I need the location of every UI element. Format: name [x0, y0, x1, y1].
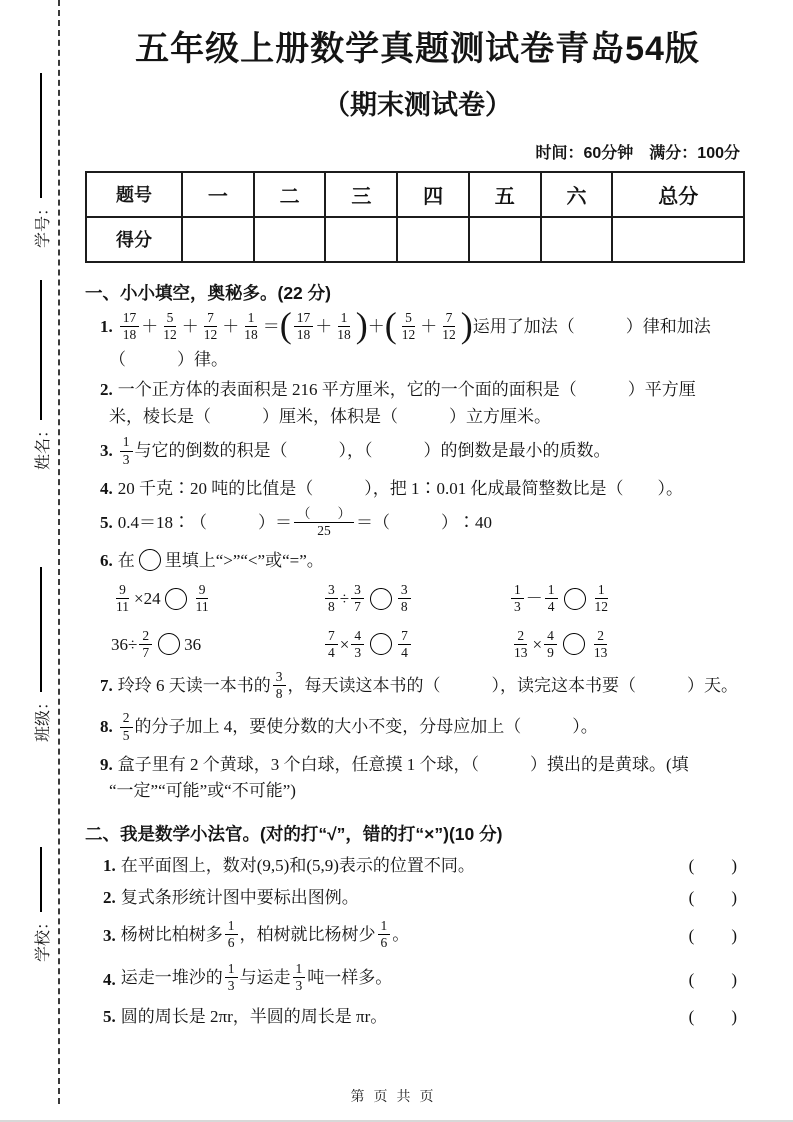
question-number: 3.: [100, 441, 113, 461]
score-table-empty-cell: [541, 217, 613, 262]
school-label: 学校：: [34, 913, 52, 962]
big-paren: (: [279, 305, 292, 346]
fraction: $\frac{7}{12}$: [203, 309, 218, 342]
fraction: $\frac{1}{3}$: [511, 582, 524, 615]
dashed-cut-line: [58, 0, 60, 1104]
comparison-item: [111, 582, 323, 618]
math-text: ×: [532, 634, 543, 654]
math-text: 里填上“>”“<”或“=”。: [164, 550, 324, 570]
fraction: $\frac{1}{6}$: [225, 918, 238, 951]
fraction: $\frac{17}{18}$: [294, 310, 314, 343]
student-number-label: 学号：: [34, 199, 52, 248]
tf-item-4: [85, 961, 750, 997]
fraction: $\frac{3}{8}$: [325, 582, 338, 615]
circle-blank: [370, 633, 392, 655]
math-text: 在: [117, 550, 135, 570]
math-text: ＋: [141, 316, 159, 336]
comparison-item: [111, 628, 323, 664]
question-body: [118, 434, 611, 467]
answer-bracket: ( ): [688, 969, 738, 989]
question-body: [118, 305, 711, 346]
big-paren: ): [355, 305, 368, 346]
class-field: [30, 567, 52, 742]
fraction: $\frac{2}{5}$: [120, 710, 133, 743]
score-table-cell: 得分: [86, 217, 182, 262]
fraction: $\frac{( )}{25}$: [294, 506, 354, 539]
question-number: 5.: [103, 1007, 116, 1027]
fraction: $\frac{1}{12}$: [594, 582, 608, 615]
question-number: 7.: [100, 676, 113, 696]
student-name-blank-line: [40, 280, 42, 420]
fraction: $\frac{2}{13}$: [593, 627, 608, 660]
comparison-item: [323, 628, 509, 664]
question-s1-9: [85, 752, 750, 778]
math-text: ＝（ ）∶40: [356, 513, 492, 533]
question-number: 3.: [103, 926, 116, 946]
school-blank-line: [40, 847, 42, 912]
math-text: 的分子加上 4，要使分数的大小不变，分母应加上（ ）。: [134, 717, 598, 737]
score-table-cell: 三: [325, 172, 397, 217]
circle-blank: [158, 633, 180, 655]
answer-bracket: ( ): [688, 926, 738, 946]
score-table-cell: 六: [541, 172, 613, 217]
math-text: 运走一堆沙的: [120, 968, 223, 988]
question-s1-2: [85, 377, 750, 403]
question-s1-1: [85, 305, 750, 346]
fraction: $\frac{4}{3}$: [351, 628, 364, 661]
tf-statement: [121, 961, 689, 997]
fraction: $\frac{1}{3}$: [225, 961, 238, 994]
fraction: $\frac{1}{18}$: [244, 309, 258, 342]
tf-item-5: [85, 1004, 750, 1030]
tf-item-1: [85, 853, 750, 879]
score-table-cell: 五: [469, 172, 541, 217]
math-text: 杨树比柏树多: [120, 924, 223, 944]
score-table-score-row: [86, 217, 744, 262]
question-body: [118, 551, 324, 570]
student-name-label: 姓名：: [34, 421, 52, 470]
score-table-empty-cell: [612, 217, 744, 262]
question-body: 20 千克∶20 吨的比值是（ ），把 1∶0.01 化成最简整数比是（ ）。: [117, 478, 683, 498]
math-text: 36: [184, 634, 202, 654]
fraction: $\frac{7}{4}$: [398, 628, 411, 661]
math-text: 36÷: [111, 634, 138, 654]
math-text: 运用了加法（ ）律和加法: [472, 316, 711, 336]
score-table-cell: 四: [397, 172, 469, 217]
tf-statement: [121, 885, 689, 911]
fraction: $\frac{17}{18}$: [120, 310, 140, 343]
class-label: 班级：: [34, 693, 52, 742]
circle-blank: [139, 549, 161, 571]
math-text: ，每天读这本书的（ ），读完这本书要（ ）天。: [287, 676, 738, 696]
math-text: 圆的周长是 2πr，半圆的周长是 πr。: [120, 1007, 388, 1027]
fraction: $\frac{1}{4}$: [545, 582, 558, 615]
tf-item-2: [85, 885, 750, 911]
question-body: [118, 710, 598, 743]
question-s1-6: [85, 548, 750, 575]
big-paren: ): [460, 305, 473, 346]
fraction: $\frac{3}{8}$: [398, 582, 411, 615]
fraction: $\frac{7}{12}$: [442, 309, 456, 342]
question-number: 6.: [100, 550, 113, 570]
circle-blank: [165, 588, 187, 610]
score-table-cell: 总分: [612, 172, 744, 217]
question-s1-9-line2: “一定”“可能”或“不可能”): [109, 781, 296, 801]
fraction: $\frac{4}{9}$: [544, 628, 557, 661]
comparison-item: [323, 582, 509, 618]
fraction: $\frac{1}{18}$: [337, 309, 351, 342]
math-text: ×24: [134, 589, 161, 609]
question-s1-4: [85, 476, 750, 502]
tf-statement: [121, 853, 689, 879]
time-score-info: 时间：60分钟 满分：100分: [535, 144, 740, 162]
fraction: $\frac{1}{6}$: [378, 918, 391, 951]
fraction: $\frac{5}{12}$: [401, 309, 416, 342]
fraction: $\frac{3}{8}$: [273, 669, 286, 702]
question-s1-7: [85, 669, 750, 705]
comparison-item: [509, 628, 750, 664]
fraction: $\frac{5}{12}$: [163, 309, 177, 342]
answer-bracket: ( ): [688, 855, 738, 875]
question-number: 1.: [100, 316, 113, 336]
student-name-field: [30, 280, 52, 470]
math-text: 与运走: [239, 968, 291, 988]
page-footer: 第页共页: [350, 1090, 443, 1105]
page-title: 五年级上册数学真题测试卷青岛54版: [135, 30, 700, 68]
question-s1-3: [85, 434, 750, 470]
score-table-header-row: [86, 172, 744, 217]
fraction: $\frac{1}{3}$: [293, 961, 306, 994]
math-text: 与它的倒数的积是（ ），（ ）的倒数是最小的质数。: [134, 441, 611, 461]
score-table-cell: 题号: [86, 172, 182, 217]
fraction: $\frac{9}{11}$: [116, 582, 129, 615]
math-text: ＋: [315, 316, 333, 336]
page-subtitle: （期末测试卷）: [323, 89, 512, 120]
section1-heading: 一、小小填空，奥秘多。(22 分): [85, 282, 331, 303]
tf-statement: [121, 918, 689, 954]
score-table-cell: 二: [254, 172, 326, 217]
school-field: [30, 847, 52, 962]
class-blank-line: [40, 567, 42, 692]
circle-blank: [370, 588, 392, 610]
question-number: 2.: [103, 888, 116, 908]
score-table-empty-cell: [254, 217, 326, 262]
question-body: [117, 506, 492, 539]
question-number: 9.: [100, 754, 113, 774]
question-s1-2-line2: 米，棱长是（ ）厘米，体积是（ ）立方厘米。: [109, 406, 551, 426]
question-number: 4.: [103, 969, 116, 989]
math-text: ×: [339, 634, 350, 654]
fraction: $\frac{3}{7}$: [351, 582, 364, 615]
question-body: [117, 668, 738, 702]
question-number: 5.: [100, 513, 113, 533]
question-number: 2.: [100, 380, 113, 400]
circle-blank: [563, 633, 585, 655]
question-s1-5: [85, 506, 750, 542]
math-text: ＋: [222, 316, 240, 336]
question-number: 1.: [103, 855, 116, 875]
score-table-empty-cell: [182, 217, 254, 262]
question-s1-1-line2: （ ）律。: [109, 349, 228, 369]
math-text: ＝: [262, 316, 280, 336]
math-text: ，柏树就比杨树少: [239, 924, 376, 944]
math-text: 玲玲 6 天读一本书的: [117, 676, 271, 696]
math-text: 。: [392, 924, 410, 944]
question-s1-8: [85, 710, 750, 746]
comparison-item: [509, 582, 750, 618]
fraction: $\frac{9}{11}$: [195, 582, 209, 615]
math-text: 0.4＝18∶（ ）＝: [117, 513, 292, 533]
answer-bracket: ( ): [688, 1007, 738, 1027]
student-number-blank-line: [40, 73, 42, 198]
fraction: $\frac{7}{4}$: [325, 628, 338, 661]
circle-blank: [564, 588, 586, 610]
fraction: $\frac{2}{13}$: [514, 627, 528, 660]
question-number: 8.: [100, 717, 113, 737]
score-table-empty-cell: [325, 217, 397, 262]
answer-bracket: ( ): [688, 888, 738, 908]
question-number: 4.: [100, 478, 113, 498]
question-body: 一个正方体的表面积是 216 平方厘米，它的一个面的面积是（ ）平方厘: [117, 380, 696, 400]
section2-heading: 二、我是数学小法官。(对的打“√”，错的打“×”)(10 分): [85, 823, 503, 844]
math-text: 在平面图上，数对(9,5)和(5,9)表示的位置不同。: [120, 855, 475, 875]
math-text: ＋: [420, 316, 438, 336]
score-table: [85, 171, 745, 263]
big-paren: (: [384, 305, 397, 346]
math-text: 吨一样多。: [307, 968, 393, 988]
tf-statement: [121, 1004, 689, 1030]
score-table-empty-cell: [397, 217, 469, 262]
paper-content: [85, 0, 750, 1030]
math-text: 复式条形统计图中要标出图例。: [120, 888, 359, 908]
question-body: 盒子里有 2 个黄球，3 个白球，任意摸 1 个球，（ ）摸出的是黄球。(填: [117, 754, 689, 774]
fraction: $\frac{2}{7}$: [139, 628, 152, 661]
comparison-grid: [85, 582, 750, 664]
score-table-empty-cell: [469, 217, 541, 262]
math-text: ＋: [367, 316, 385, 336]
tf-item-3: [85, 918, 750, 954]
math-text: －: [525, 589, 543, 609]
student-number-field: [30, 73, 52, 248]
fraction: $\frac{1}{3}$: [120, 434, 133, 467]
math-text: ＋: [181, 316, 199, 336]
math-text: ÷: [339, 589, 350, 609]
score-table-cell: 一: [182, 172, 254, 217]
